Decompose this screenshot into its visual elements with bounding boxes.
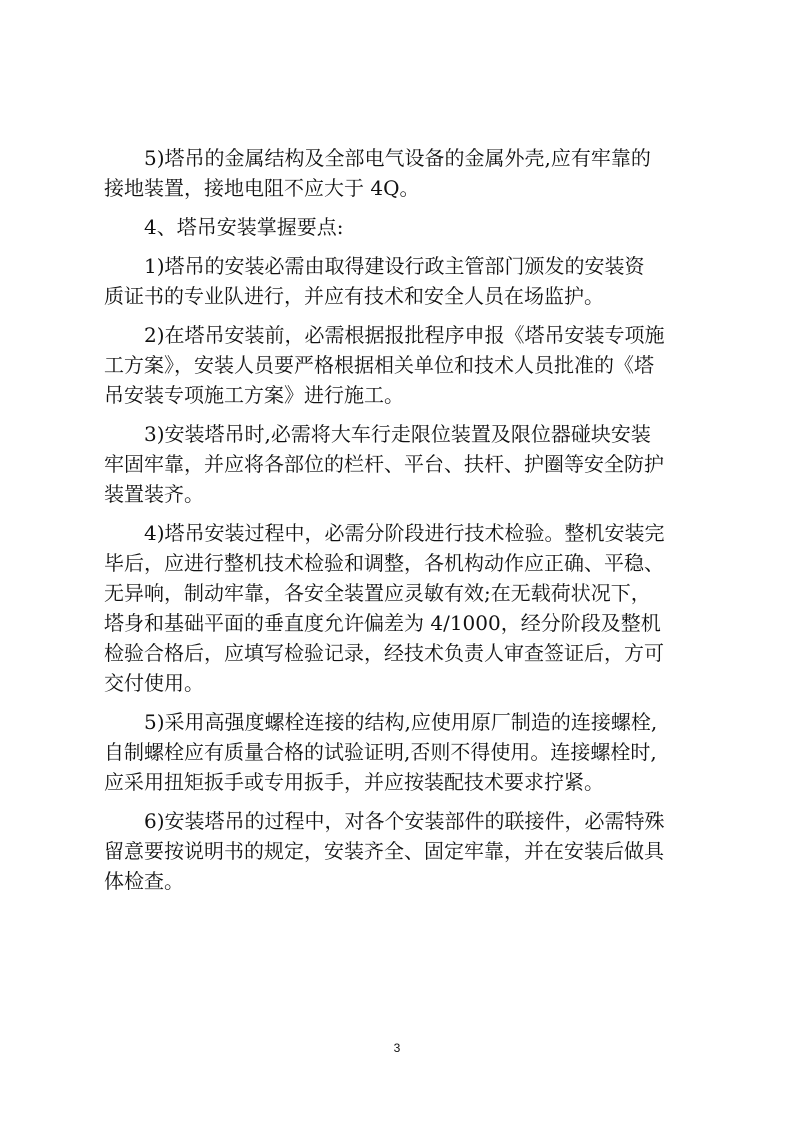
text-line: 应采用扭矩扳手或专用扳手，并应按装配技术要求拧紧。 [104, 770, 604, 794]
text-line: 牢固牢靠，并应将各部位的栏杆、平台、扶杆、护圈等安全防护 [104, 452, 664, 476]
text-line: 4)塔吊安装过程中，必需分阶段进行技术检验。整机安装完 [144, 521, 665, 545]
page-number: 3 [393, 1041, 401, 1055]
paragraph-limit-devices [104, 419, 696, 509]
text-line: 5)采用高强度螺栓连接的结构,应使用原厂制造的连接螺栓, [144, 710, 658, 734]
text-line: 毕后，应进行整机技术检验和调整，各机构动作应正确、平稳、 [104, 551, 664, 575]
text-line: 质证书的专业队进行，并应有技术和安全人员在场监护。 [104, 284, 604, 308]
text-line: 交付使用。 [104, 671, 204, 695]
text-line: 4、塔吊安装掌握要点: [144, 215, 344, 239]
text-line: 6)安装塔吊的过程中，对各个安装部件的联接件，必需特殊 [144, 809, 665, 833]
text-line: 1)塔吊的安装必需由取得建设行政主管部门颁发的安装资 [144, 254, 645, 278]
text-line: 工方案》，安装人员要严格根据相关单位和技术人员批准的《塔 [104, 353, 654, 377]
text-line: 5)塔吊的金属结构及全部电气设备的金属外壳,应有牢靠的 [144, 146, 651, 170]
text-line: 留意要按说明书的规定，安装齐全、固定牢靠，并在安装后做具 [104, 839, 664, 863]
text-line: 体检查。 [104, 869, 184, 893]
paragraph-connectors [104, 806, 696, 896]
paragraph-inspection [104, 518, 696, 698]
paragraph-bolts [104, 707, 696, 797]
section-heading-installation-points [104, 212, 696, 242]
text-line: 自制螺栓应有质量合格的试验证明,否则不得使用。连接螺栓时, [104, 740, 657, 764]
text-line: 检验合格后，应填写检验记录，经技术负责人审查签证后，方可 [104, 641, 664, 665]
text-line: 装置装齐。 [104, 482, 204, 506]
paragraph-installation-plan [104, 320, 696, 410]
text-line: 无异响，制动牢靠，各安全装置应灵敏有效;在无载荷状况下， [104, 581, 651, 605]
document-body [104, 143, 696, 905]
paragraph-qualification [104, 251, 696, 311]
text-line: 接地装置，接地电阻不应大于 4Q。 [104, 176, 420, 200]
text-line: 塔身和基础平面的垂直度允许偏差为 4/1000，经分阶段及整机 [104, 611, 661, 635]
text-line: 2)在塔吊安装前，必需根据报批程序申报《塔吊安装专项施 [144, 323, 665, 347]
text-line: 吊安装专项施工方案》进行施工。 [104, 383, 404, 407]
text-line: 3)安装塔吊时,必需将大车行走限位装置及限位器碰块安装 [144, 422, 651, 446]
paragraph-grounding [104, 143, 696, 203]
